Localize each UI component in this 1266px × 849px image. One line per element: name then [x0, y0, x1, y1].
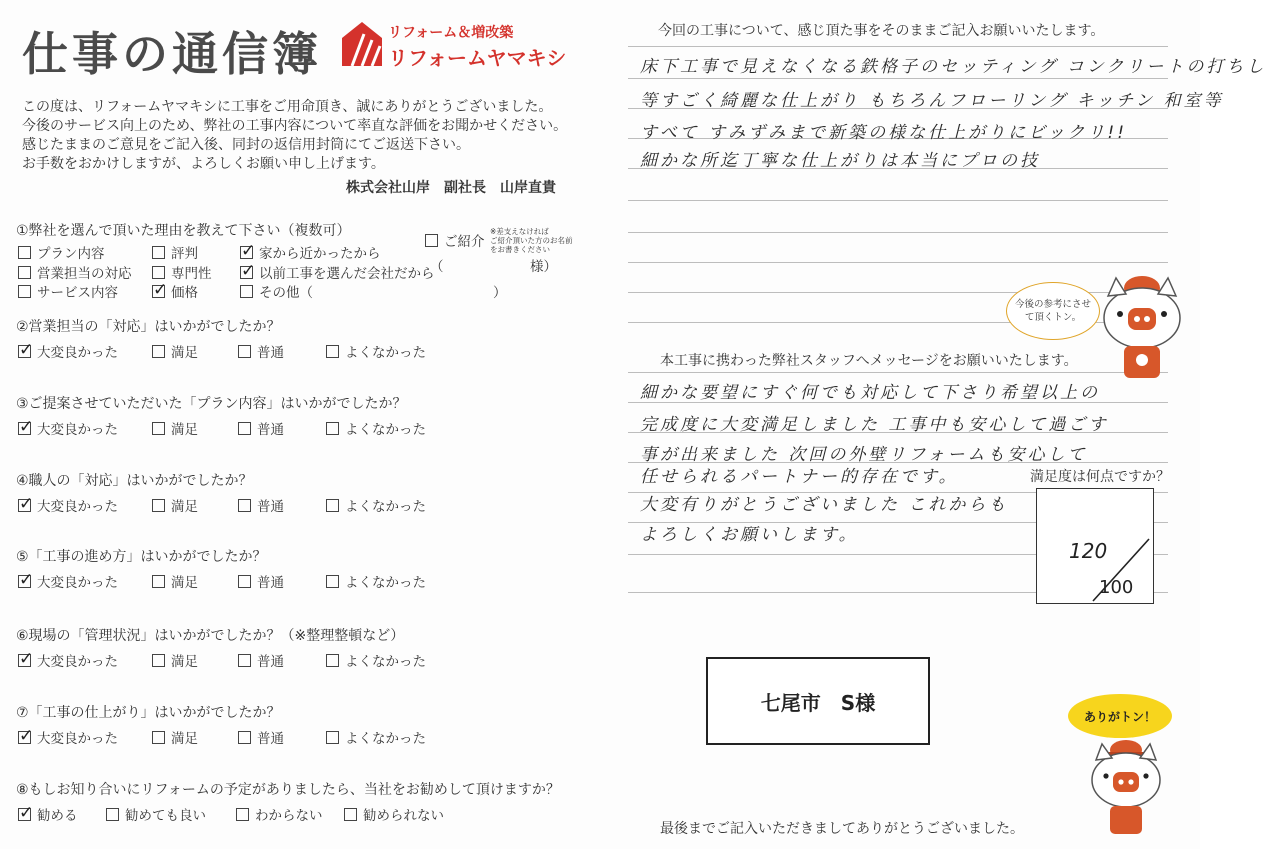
rating-option[interactable]: [152, 341, 198, 361]
q1-option[interactable]: [18, 242, 105, 262]
rating-option[interactable]: [238, 341, 284, 361]
q1-option[interactable]: [240, 281, 313, 301]
checkbox[interactable]: [326, 654, 339, 667]
ruled-line: [628, 232, 1168, 233]
rating-option[interactable]: [238, 650, 284, 670]
score-value: 120: [1069, 539, 1108, 563]
checkbox[interactable]: [238, 731, 251, 744]
rating-option[interactable]: [326, 418, 426, 438]
option-label: 普通: [257, 654, 284, 670]
rating-question: ②営業担当の「対応」はいかがでしたか？: [16, 319, 281, 335]
checkbox[interactable]: [18, 731, 31, 744]
checkbox[interactable]: [152, 731, 165, 744]
referral-open-paren: （: [430, 259, 444, 275]
rating-option[interactable]: [152, 495, 198, 515]
logo-tagline: リフォーム＆増改築: [388, 25, 514, 41]
rating-option[interactable]: [326, 571, 426, 591]
checkbox[interactable]: [326, 499, 339, 512]
rating-option[interactable]: [326, 495, 426, 515]
option-label: よくなかった: [345, 499, 426, 515]
checkbox[interactable]: [18, 266, 31, 279]
option-label: プラン内容: [37, 246, 105, 262]
checkbox[interactable]: [18, 285, 31, 298]
referral-note: ※差支えなければ ご紹介頂いた方のお名前 をお書きください: [490, 227, 573, 254]
page-title: 仕事の通信簿: [22, 27, 322, 81]
logo-name: リフォームヤマキシ: [388, 46, 567, 70]
checkbox[interactable]: [152, 654, 165, 667]
checkbox[interactable]: [18, 422, 31, 435]
option-label: 普通: [257, 422, 284, 438]
signature: 株式会社山岸 副社長 山岸直貴: [346, 180, 556, 196]
referral-suffix: 様）: [530, 259, 557, 275]
q8-option[interactable]: [344, 804, 444, 824]
message-text-line: 大変有りがとうございました これからも: [640, 495, 1009, 515]
customer-name: 七尾市 S様: [760, 690, 876, 715]
option-label: 普通: [257, 731, 284, 747]
q1-option[interactable]: [18, 281, 118, 301]
rating-option[interactable]: [326, 341, 426, 361]
checkbox[interactable]: [18, 575, 31, 588]
checkbox[interactable]: [152, 345, 165, 358]
checkbox[interactable]: [152, 575, 165, 588]
q8-option[interactable]: [106, 804, 206, 824]
rating-option[interactable]: [18, 571, 118, 591]
question-1: ①弊社を選んで頂いた理由を教えて下さい（複数可）: [16, 223, 351, 239]
impression-text-line: 等すごく綺麗な仕上がり もちろんフローリング キッチン 和室等: [640, 91, 1224, 111]
customer-name-box: [706, 657, 930, 745]
rating-option[interactable]: [152, 650, 198, 670]
rating-option[interactable]: [238, 571, 284, 591]
rating-option[interactable]: [152, 727, 198, 747]
impression-text-line: 細かな所迄丁寧な仕上がりは本当にプロの技: [640, 151, 1040, 171]
pig-mascot-thanks-icon: [1086, 738, 1166, 838]
ruled-line: [628, 372, 1168, 373]
checkbox[interactable]: [238, 654, 251, 667]
rating-option[interactable]: [18, 727, 118, 747]
option-label: 勧める: [37, 808, 78, 824]
checkbox[interactable]: [344, 808, 357, 821]
option-label: 専門性: [171, 266, 212, 282]
rating-question: ⑥現場の「管理状況」はいかがでしたか？（※整理整頓など）: [16, 628, 405, 644]
checkbox[interactable]: [18, 499, 31, 512]
ruled-line: [628, 46, 1168, 47]
rating-option[interactable]: [18, 341, 118, 361]
ruled-line: [628, 262, 1168, 263]
rating-option[interactable]: [238, 727, 284, 747]
checkbox[interactable]: [326, 422, 339, 435]
q1-option[interactable]: [152, 242, 198, 262]
checkbox[interactable]: [152, 266, 165, 279]
option-label: その他（: [259, 285, 313, 301]
other-close-paren: ）: [493, 285, 507, 301]
ruled-line: [628, 200, 1168, 201]
referral-label: ご紹介: [444, 234, 485, 250]
referral-option[interactable]: [425, 230, 485, 250]
option-label: わからない: [255, 808, 323, 824]
rating-question: ⑦「工事の仕上がり」はいかがでしたか？: [16, 705, 281, 721]
checkbox[interactable]: [152, 499, 165, 512]
message-text-line: 完成度に大変満足しました 工事中も安心して過ごす: [640, 415, 1109, 435]
checkbox[interactable]: [152, 422, 165, 435]
option-label: 営業担当の対応: [37, 266, 132, 282]
q1-option[interactable]: [152, 281, 198, 301]
option-label: 満足: [171, 575, 198, 591]
option-label: 満足: [171, 422, 198, 438]
mascot-thanks-bubble: ありがトン！: [1068, 694, 1172, 738]
option-label: 勧められない: [363, 808, 444, 824]
referral-checkbox[interactable]: [425, 234, 438, 247]
impression-text-line: すべて すみずみまで新築の様な仕上がりにビックリ!!: [640, 123, 1128, 143]
rating-option[interactable]: [238, 418, 284, 438]
impression-text-line: 床下工事で見えなくなる鉄格子のセッティング コンクリートの打ちし: [640, 57, 1266, 77]
message-text-line: 事が出来ました 次回の外壁リフォームも安心して: [640, 445, 1088, 465]
score-label: 満足度は何点ですか？: [1030, 469, 1170, 485]
footer-thanks: 最後までご記入いただきましてありがとうございました。: [660, 821, 1024, 837]
q1-option[interactable]: [240, 242, 381, 262]
checkbox[interactable]: [18, 808, 31, 821]
option-label: サービス内容: [37, 285, 118, 301]
option-label: 満足: [171, 654, 198, 670]
option-label: 大変良かった: [37, 422, 118, 438]
checkbox[interactable]: [18, 246, 31, 259]
rating-option[interactable]: [326, 650, 426, 670]
option-label: 普通: [257, 499, 284, 515]
mascot-speech-bubble: 今後の参考にさせて頂くトン。: [1006, 282, 1100, 340]
ruled-line: [628, 78, 1168, 79]
intro-line: お手数をおかけしますが、よろしくお願い申し上げます。: [22, 156, 385, 172]
option-label: よくなかった: [345, 345, 426, 361]
checkbox[interactable]: [326, 345, 339, 358]
rating-option[interactable]: [152, 418, 198, 438]
q1-option[interactable]: [18, 262, 132, 282]
checkbox[interactable]: [18, 345, 31, 358]
option-label: 勧めても良い: [125, 808, 206, 824]
checkbox[interactable]: [238, 575, 251, 588]
rating-option[interactable]: [326, 727, 426, 747]
option-label: よくなかった: [345, 654, 426, 670]
option-label: 大変良かった: [37, 575, 118, 591]
message-text-line: よろしくお願いします。: [640, 525, 859, 545]
option-label: よくなかった: [345, 422, 426, 438]
option-label: よくなかった: [345, 731, 426, 747]
pig-mascot-icon: [1096, 268, 1188, 388]
company-logo: [340, 20, 570, 72]
intro-line: この度は、リフォームヤマキシに工事をご用命頂き、誠にありがとうございました。: [22, 99, 553, 115]
message-text-line: 細かな要望にすぐ何でも対応して下さり希望以上の: [640, 383, 1100, 403]
score-max: 100: [1099, 577, 1134, 598]
checkbox[interactable]: [326, 575, 339, 588]
option-label: 家から近かったから: [259, 246, 381, 262]
checkbox[interactable]: [236, 808, 249, 821]
question-8: ⑧もしお知り合いにリフォームの予定がありましたら、当社をお勧めして頂けますか？: [16, 782, 560, 798]
message-text-line: 任せられるパートナー的存在です。: [640, 467, 959, 487]
option-label: 以前工事を選んだ会社だから: [259, 266, 435, 282]
option-label: 満足: [171, 731, 198, 747]
intro-line: 感じたままのご意見をご記入後、同封の返信用封筒にてご返送下さい。: [22, 137, 470, 153]
rating-question: ④職人の「対応」はいかがでしたか？: [16, 473, 253, 489]
checkbox[interactable]: [238, 422, 251, 435]
option-label: 普通: [257, 575, 284, 591]
option-label: よくなかった: [345, 575, 426, 591]
option-label: 満足: [171, 499, 198, 515]
q1-option[interactable]: [240, 262, 435, 282]
checkbox[interactable]: [152, 246, 165, 259]
message-heading: 本工事に携わった弊社スタッフへメッセージをお願いいたします。: [660, 353, 1078, 369]
intro-line: 今後のサービス向上のため、弊社の工事内容について率直な評価をお聞かせください。: [22, 118, 568, 134]
checkbox[interactable]: [240, 246, 253, 259]
option-label: 評判: [171, 246, 198, 262]
logo-mark-icon: [340, 20, 384, 68]
rating-option[interactable]: [18, 418, 118, 438]
checkbox[interactable]: [238, 499, 251, 512]
option-label: 大変良かった: [37, 731, 118, 747]
rating-option[interactable]: [152, 571, 198, 591]
rating-question: ③ご提案させていただいた「プラン内容」はいかがでしたか？: [16, 396, 407, 412]
option-label: 大変良かった: [37, 345, 118, 361]
q8-option[interactable]: [236, 804, 323, 824]
rating-option[interactable]: [238, 495, 284, 515]
option-label: 普通: [257, 345, 284, 361]
rating-option[interactable]: [18, 650, 118, 670]
checkbox[interactable]: [238, 345, 251, 358]
checkbox[interactable]: [240, 285, 253, 298]
checkbox[interactable]: [106, 808, 119, 821]
impressions-heading: 今回の工事について、感じ頂た事をそのままご記入お願いいたします。: [658, 23, 1105, 39]
option-label: 大変良かった: [37, 499, 118, 515]
option-label: 価格: [171, 285, 198, 301]
rating-question: ⑤「工事の進め方」はいかがでしたか？: [16, 549, 267, 565]
checkbox[interactable]: [152, 285, 165, 298]
checkbox[interactable]: [240, 266, 253, 279]
intro-text: [22, 98, 567, 174]
checkbox[interactable]: [326, 731, 339, 744]
score-box: [1036, 488, 1154, 604]
option-label: 満足: [171, 345, 198, 361]
option-label: 大変良かった: [37, 654, 118, 670]
rating-option[interactable]: [18, 495, 118, 515]
checkbox[interactable]: [18, 654, 31, 667]
q8-option[interactable]: [18, 804, 78, 824]
